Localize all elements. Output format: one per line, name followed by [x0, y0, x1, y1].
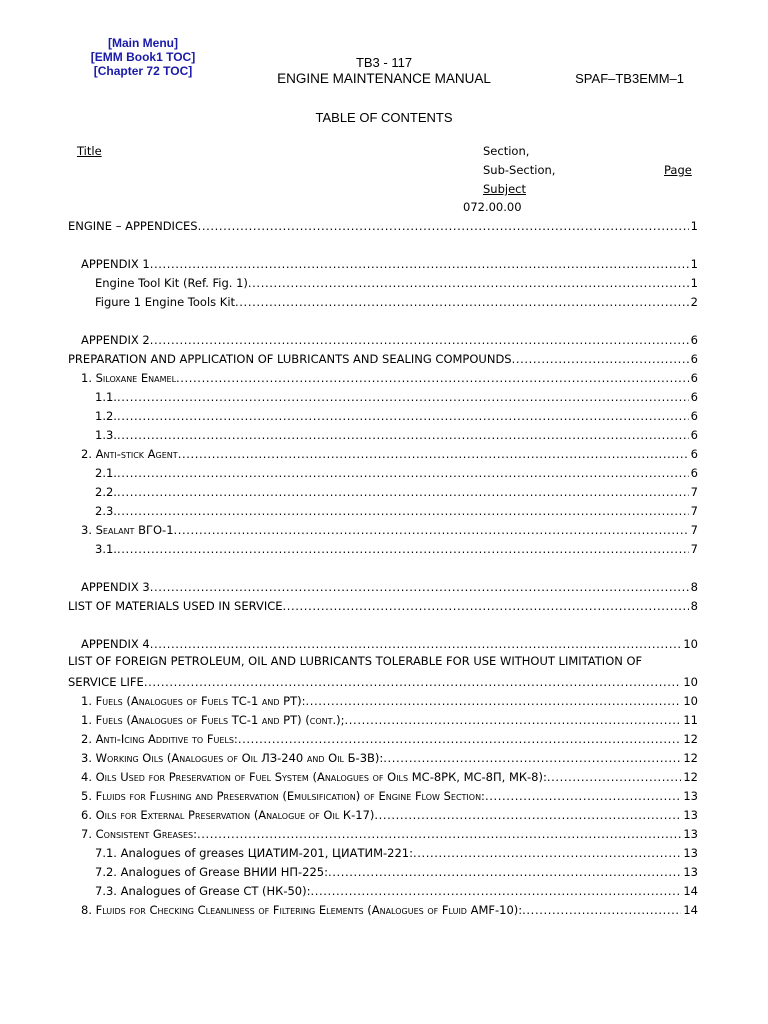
column-title: Title: [77, 144, 102, 158]
toc-entry-page: 7: [690, 485, 698, 499]
toc-entry-title: 2.1.: [95, 466, 117, 480]
column-section: [483, 142, 555, 199]
toc-entry[interactable]: [68, 768, 698, 787]
toc-entry[interactable]: [68, 388, 698, 407]
toc-entry-page: 8: [690, 580, 698, 594]
toc-entry[interactable]: [68, 749, 698, 768]
toc-entry-page: 14: [683, 884, 698, 898]
toc-dot-leader: [238, 730, 682, 749]
toc-dot-leader: [512, 350, 689, 369]
document-code: ТВ3 - 117: [355, 55, 413, 70]
toc-entry-title: 4. Oils Used for Preservation of Fuel System (Analogues of Oils МС-8РК, МС-8П, МК-8):: [81, 770, 547, 784]
toc-dot-leader: [117, 464, 689, 483]
document-id: SPAF–TB3EMM–1: [575, 71, 684, 86]
chapter-72-toc-link[interactable]: [Chapter 72 TOC]: [93, 64, 193, 78]
toc-entry[interactable]: [68, 293, 698, 312]
emm-book1-toc-link[interactable]: [EMM Book1 TOC]: [90, 50, 196, 64]
toc-entry-page: 13: [683, 827, 698, 841]
toc-dot-leader: [306, 692, 682, 711]
toc-entry-page: 10: [683, 637, 698, 651]
toc-entry[interactable]: [68, 255, 698, 274]
toc-entry-page: 13: [683, 865, 698, 879]
toc-dot-leader: [198, 217, 689, 236]
toc-entry-page: 6: [690, 333, 698, 347]
toc-dot-leader: [178, 445, 689, 464]
toc-entry-page: 8: [690, 599, 698, 613]
toc-entry-title: 2.2.: [95, 485, 117, 499]
toc-entry[interactable]: [68, 635, 698, 654]
toc-entry-page: 6: [690, 409, 698, 423]
toc-dot-leader: [150, 578, 689, 597]
toc-dot-leader: [413, 844, 681, 863]
toc-entry-page: 13: [683, 846, 698, 860]
toc-entry[interactable]: [68, 483, 698, 502]
toc-entry-title: APPENDIX 4: [81, 637, 150, 651]
toc-entry-title: 6. Oils for External Preservation (Analogue of Oil К-17): [81, 808, 375, 822]
toc-entry-title: SERVICE LIFE: [68, 675, 144, 689]
toc-entry-title: LIST OF MATERIALS USED IN SERVICE: [68, 599, 283, 613]
toc-entry-page: 6: [690, 447, 698, 461]
toc-entry-title: 3. Working Oils (Analogues of Oil ЛЗ-240 and Oil Б-3В):: [81, 751, 384, 765]
column-page: Page: [664, 163, 692, 177]
main-menu-link[interactable]: [Main Menu]: [108, 36, 178, 50]
toc-entry-title: 7.2. Analogues of Grease ВНИИ НП-225:: [95, 865, 328, 879]
toc-entry[interactable]: [68, 502, 698, 521]
toc-dot-leader: [117, 426, 689, 445]
toc-entry[interactable]: [68, 350, 698, 369]
toc-entry[interactable]: [68, 217, 698, 236]
toc-entry[interactable]: [68, 825, 698, 844]
toc-entry[interactable]: [68, 369, 698, 388]
toc-entry-title: 7. Consistent Greases:: [81, 827, 198, 841]
toc-dot-leader: [522, 901, 681, 920]
toc-entry-page: 12: [683, 732, 698, 746]
toc-entry[interactable]: [68, 787, 698, 806]
toc-entry-title: 2. Anti-stick Agent: [81, 447, 178, 461]
toc-entry-page: 10: [683, 694, 698, 708]
toc-entry-page: 7: [690, 504, 698, 518]
toc-entry-page: 2: [690, 295, 698, 309]
toc-dot-leader: [383, 749, 681, 768]
toc-entry-title: APPENDIX 2: [81, 333, 150, 347]
toc-entry[interactable]: [68, 673, 698, 692]
toc-dot-leader: [328, 863, 681, 882]
toc-entry-page: 6: [690, 352, 698, 366]
toc-entry[interactable]: [68, 578, 698, 597]
column-section-label: Section,: [483, 144, 530, 158]
toc-entry[interactable]: [68, 863, 698, 882]
toc-entry-page: 13: [683, 789, 698, 803]
toc-entry-title: 1.3.: [95, 428, 117, 442]
toc-entry-page: 14: [683, 903, 698, 917]
toc-dot-leader: [117, 502, 689, 521]
toc-entry-title: 1. Fuels (Analogues of Fuels ТС-1 and РТ):: [81, 694, 306, 708]
toc-entry[interactable]: [68, 901, 698, 920]
toc-entry-page: 6: [690, 390, 698, 404]
toc-dot-leader: [150, 635, 682, 654]
toc-entry[interactable]: [68, 521, 698, 540]
toc-entry-title: 1. Siloxane Enamel: [81, 371, 177, 385]
toc-entry[interactable]: [68, 882, 698, 901]
toc-entry-title: 1. Fuels (Analogues of Fuels ТС-1 and РТ) (cont.);: [81, 713, 345, 727]
toc-entry-title: 7.1. Analogues of greases ЦИАТИМ-201, ЦИАТИМ-221:: [95, 846, 413, 860]
toc-entry-page: 13: [683, 808, 698, 822]
toc-entry-page: 1: [690, 276, 698, 290]
toc-entry[interactable]: [68, 331, 698, 350]
toc-list: [68, 217, 698, 920]
toc-dot-leader: [310, 882, 681, 901]
toc-entry[interactable]: [68, 844, 698, 863]
toc-entry-title: 8. Fluids for Checking Cleanliness of Filtering Elements (Analogues of Fluid AMF-10):: [81, 903, 523, 917]
toc-dot-leader: [174, 521, 689, 540]
toc-entry-title: 3. Sealant ВГО-1: [81, 523, 174, 537]
toc-entry-page: 1: [690, 257, 698, 271]
toc-entry-title: PREPARATION AND APPLICATION OF LUBRICANTS AND SEALING COMPOUNDS: [68, 352, 512, 366]
toc-dot-leader: [283, 597, 689, 616]
toc-entry[interactable]: [68, 711, 698, 730]
toc-dot-leader: [150, 255, 689, 274]
toc-dot-leader: [345, 711, 682, 730]
toc-dot-leader: [248, 274, 689, 293]
toc-entry-title: 2. Anti-Icing Additive to Fuels:: [81, 732, 238, 746]
toc-dot-leader: [176, 369, 689, 388]
toc-entry-title: 7.3. Analogues of Grease СТ (НК-50):: [95, 884, 311, 898]
toc-entry-title: 1.1.: [95, 390, 117, 404]
toc-heading: TABLE OF CONTENTS: [315, 110, 453, 125]
section-code: 072.00.00: [463, 200, 522, 214]
toc-entry[interactable]: [68, 654, 698, 673]
toc-entry-title: Figure 1 Engine Tools Kit: [95, 295, 236, 309]
toc-entry-title: LIST OF FOREIGN PETROLEUM, OIL AND LUBRICANTS TOLERABLE FOR USE WITHOUT LIMITATION OF: [68, 654, 643, 668]
toc-entry-page: 7: [690, 542, 698, 556]
toc-dot-leader: [117, 388, 689, 407]
toc-entry-title: 2.3.: [95, 504, 117, 518]
toc-entry-page: 1: [690, 219, 698, 233]
toc-entry[interactable]: [68, 464, 698, 483]
toc-entry[interactable]: [68, 407, 698, 426]
toc-entry[interactable]: [68, 692, 698, 711]
toc-entry-title: Engine Tool Kit (Ref. Fig. 1): [95, 276, 248, 290]
toc-dot-leader: [197, 825, 681, 844]
toc-entry[interactable]: [68, 597, 698, 616]
toc-entry-page: 6: [690, 371, 698, 385]
toc-dot-leader: [144, 673, 682, 692]
toc-entry[interactable]: [68, 445, 698, 464]
toc-dot-leader: [150, 331, 689, 350]
toc-entry-title: APPENDIX 3: [81, 580, 150, 594]
toc-entry[interactable]: [68, 730, 698, 749]
toc-dot-leader: [117, 540, 689, 559]
toc-entry-title: 5. Fluids for Flushing and Preservation (Emulsification) of Engine Flow Section:: [81, 789, 485, 803]
toc-dot-leader: [117, 407, 689, 426]
toc-entry[interactable]: [68, 540, 698, 559]
toc-entry-page: 10: [683, 675, 698, 689]
toc-entry-page: 11: [683, 713, 698, 727]
toc-entry[interactable]: [68, 806, 698, 825]
toc-dot-leader: [235, 293, 689, 312]
toc-dot-leader: [117, 483, 689, 502]
toc-entry-title: APPENDIX 1: [81, 257, 150, 271]
toc-entry-page: 12: [683, 751, 698, 765]
toc-dot-leader: [374, 806, 681, 825]
toc-entry[interactable]: [68, 274, 698, 293]
toc-entry-page: 7: [690, 523, 698, 537]
column-subject-label: Subject: [483, 182, 526, 196]
toc-dot-leader: [485, 787, 681, 806]
toc-entry-title: ENGINE – APPENDICES: [68, 219, 198, 233]
toc-dot-leader: [547, 768, 682, 787]
column-subsection-label: Sub-Section,: [483, 163, 556, 177]
toc-entry-page: 6: [690, 428, 698, 442]
toc-entry-page: 12: [683, 770, 698, 784]
toc-entry-title: 1.2.: [95, 409, 117, 423]
toc-entry-title: 3.1.: [95, 542, 117, 556]
toc-entry-page: 6: [690, 466, 698, 480]
toc-entry[interactable]: [68, 426, 698, 445]
document-title: ENGINE MAINTENANCE MANUAL: [277, 71, 491, 86]
